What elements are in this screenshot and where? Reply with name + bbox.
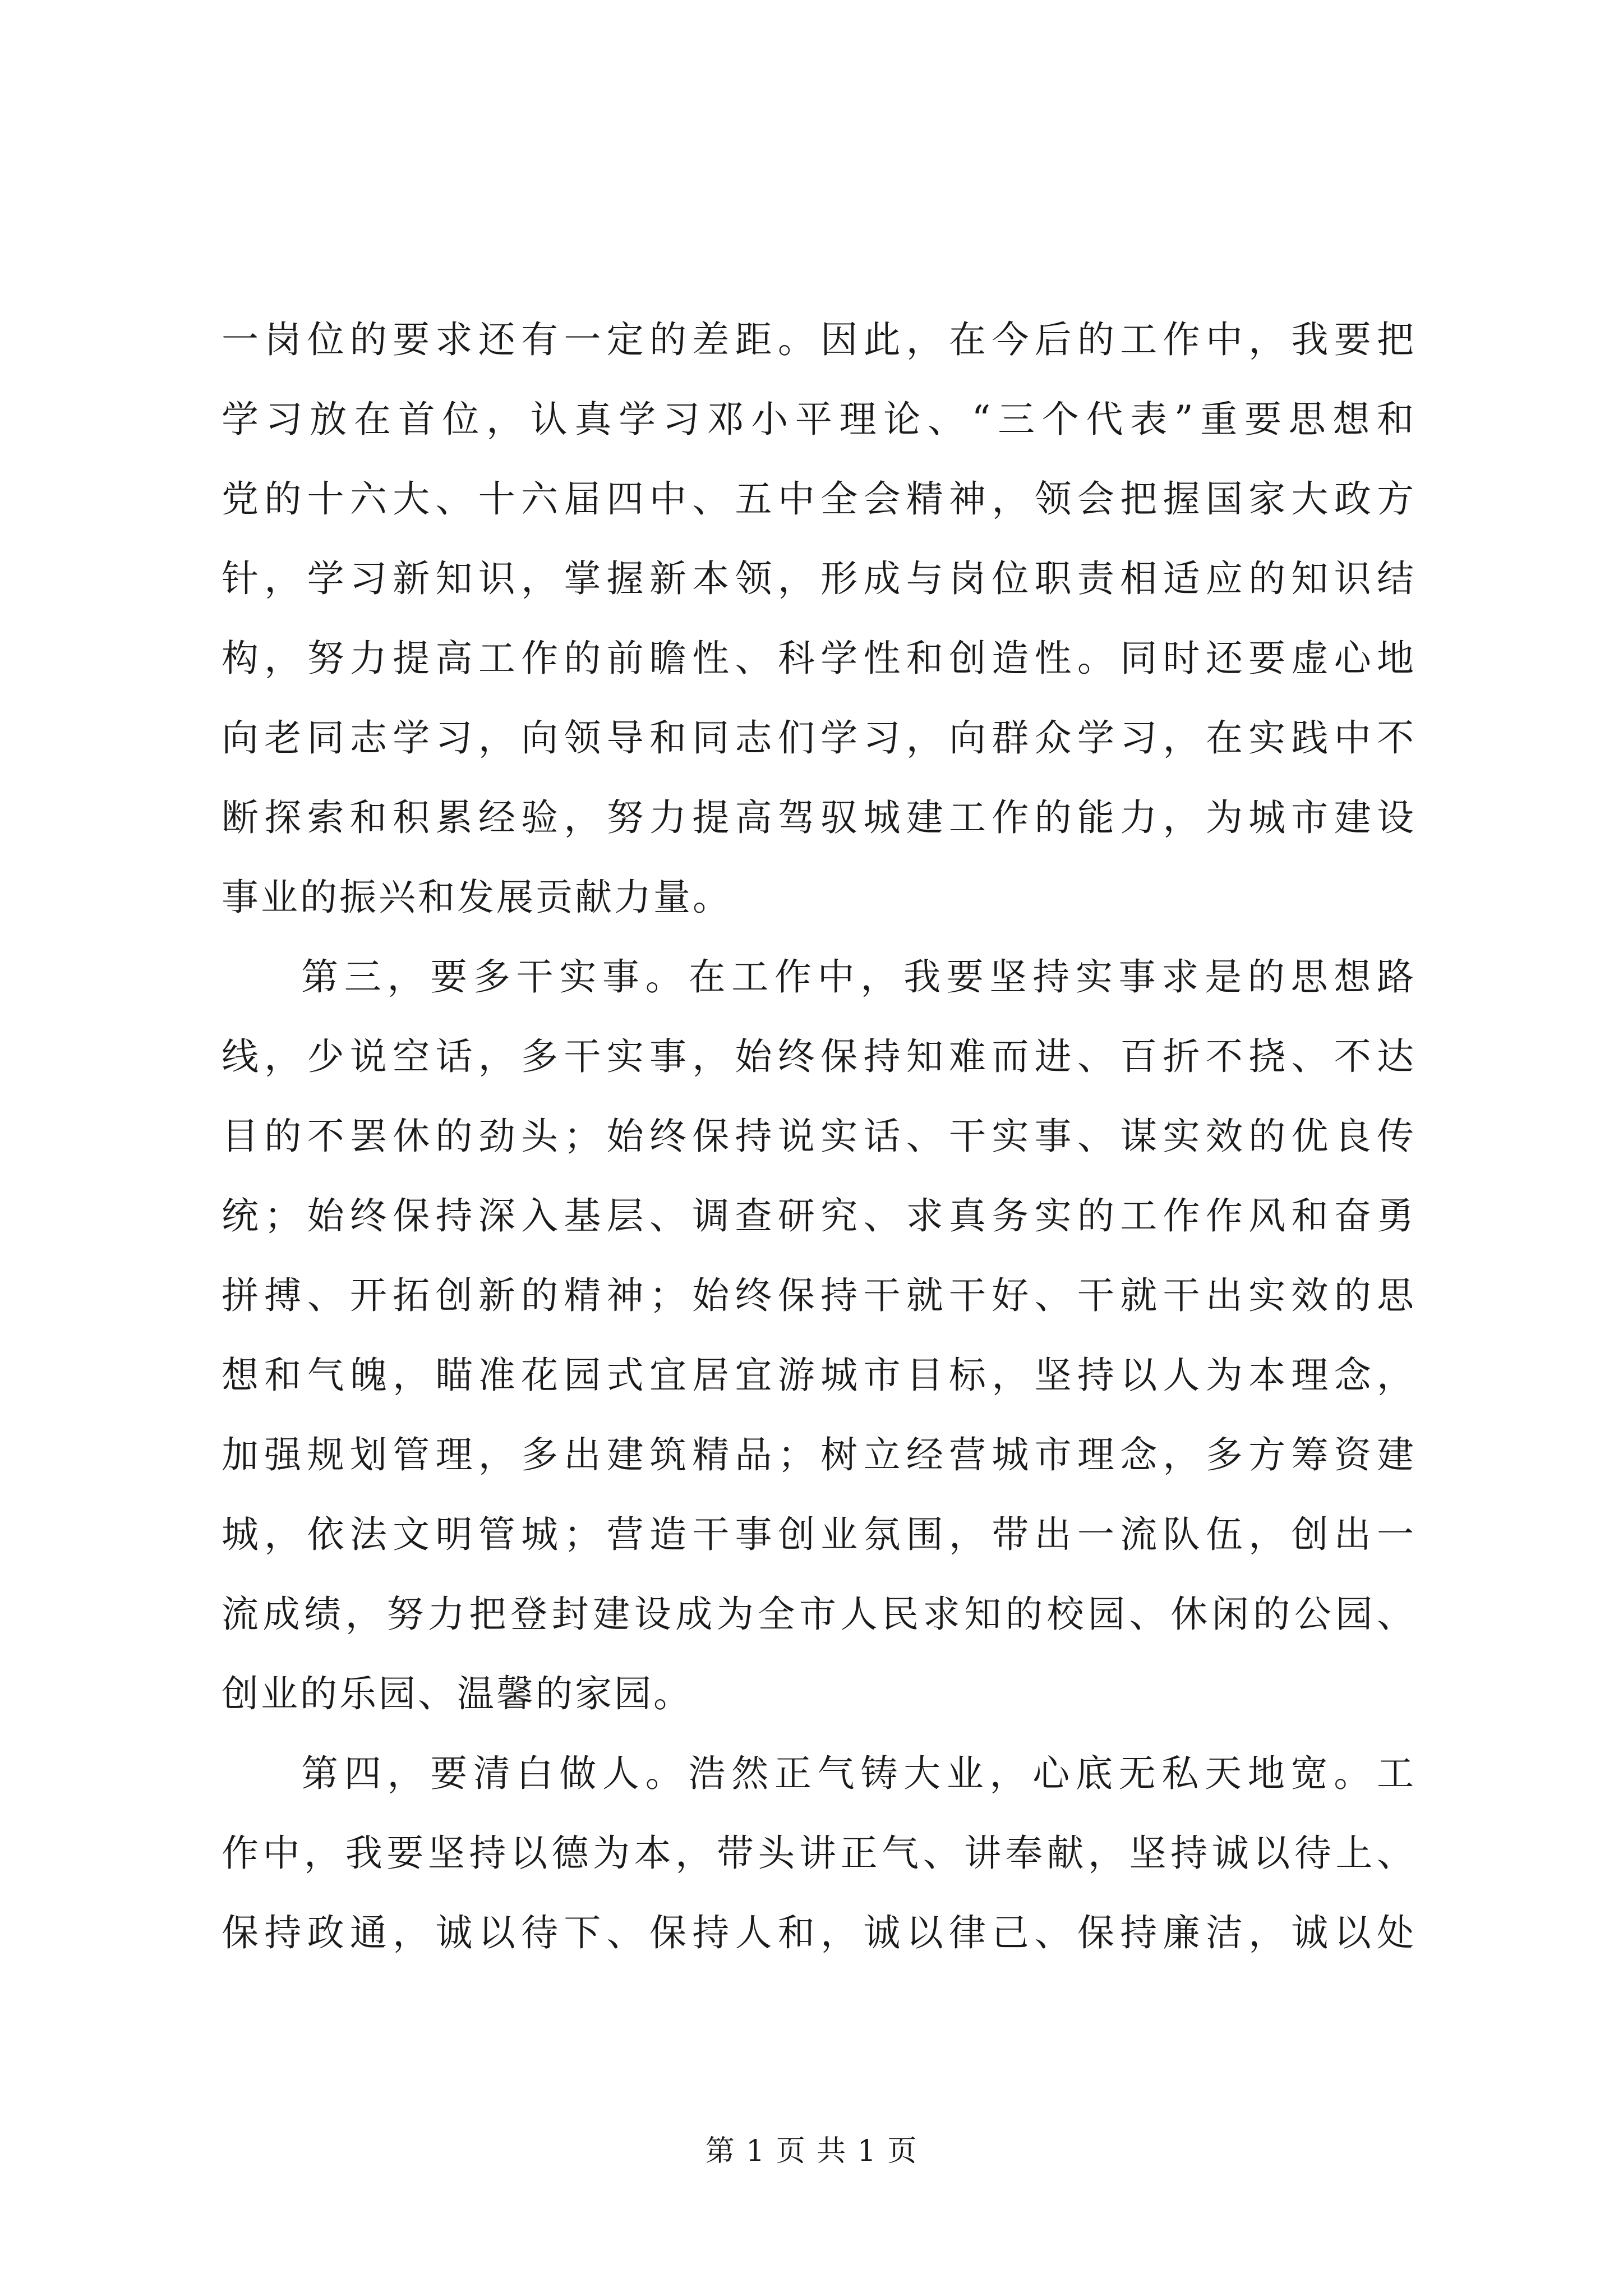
text-line: 流成绩，努力把登封建设成为全市人民求知的校园、休闲的公园、 xyxy=(222,1593,1416,1636)
text-line: 党的十六大、十六届四中、五中全会精神，领会把握国家大政方 xyxy=(222,477,1416,521)
text-line: 断探索和积累经验，努力提高驾驭城建工作的能力，为城市建设 xyxy=(222,796,1416,839)
text-line: 线，少说空话，多干实事，始终保持知难而进、百折不挠、不达 xyxy=(222,1035,1416,1078)
text-line: 作中，我要坚持以德为本，带头讲正气、讲奉献，坚持诚以待上、 xyxy=(222,1832,1416,1875)
text-line: 针，学习新知识，掌握新本领，形成与岗位职责相适应的知识结 xyxy=(222,557,1416,600)
text-line: 向老同志学习，向领导和同志们学习，向群众学习，在实践中不 xyxy=(222,716,1416,760)
text-line: 事业的振兴和发展贡献力量。 xyxy=(222,876,732,919)
text-line: 加强规划管理，多出建筑精品；树立经营城市理念，多方筹资建 xyxy=(222,1433,1416,1476)
text-line: 保持政通，诚以待下、保持人和，诚以律己、保持廉洁，诚以处 xyxy=(222,1911,1416,1954)
paragraph-start-line: 第三，要多干实事。在工作中，我要坚持实事求是的思想路 xyxy=(301,955,1416,999)
text-line: 创业的乐园、温馨的家园。 xyxy=(222,1672,693,1715)
paragraph-start-line: 第四，要清白做人。浩然正气铸大业，心底无私天地宽。工 xyxy=(301,1752,1416,1795)
text-line: 学习放在首位，认真学习邓小平理论、“三个代表”重要思想和 xyxy=(222,398,1416,441)
document-body xyxy=(222,300,1416,1973)
text-line: 构，努力提高工作的前瞻性、科学性和创造性。同时还要虚心地 xyxy=(222,637,1416,680)
text-line: 统；始终保持深入基层、调查研究、求真务实的工作作风和奋勇 xyxy=(222,1194,1416,1237)
page-number-footer: 第 1 页 共 1 页 xyxy=(705,2134,918,2168)
text-line: 想和气魄，瞄准花园式宜居宜游城市目标，坚持以人为本理念， xyxy=(222,1354,1416,1397)
text-line: 目的不罢休的劲头；始终保持说实话、干实事、谋实效的优良传 xyxy=(222,1115,1416,1158)
text-line: 拼搏、开拓创新的精神；始终保持干就干好、干就干出实效的思 xyxy=(222,1274,1416,1317)
text-line: 城，依法文明管城；营造干事创业氛围，带出一流队伍，创出一 xyxy=(222,1513,1416,1556)
text-line: 一岗位的要求还有一定的差距。因此，在今后的工作中，我要把 xyxy=(222,318,1416,361)
